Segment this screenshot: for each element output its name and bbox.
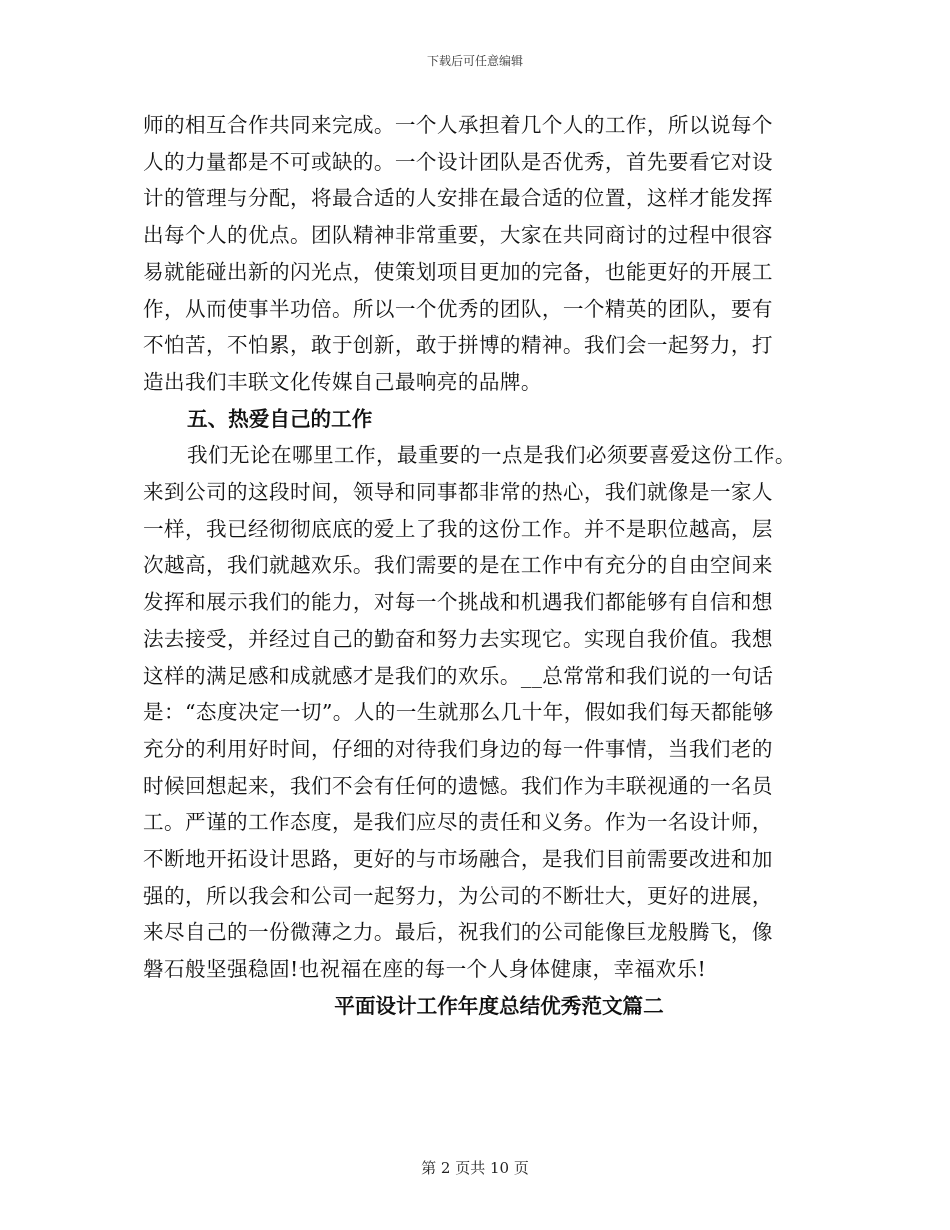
text-line: 不断地开拓设计思路，更好的与市场融合，是我们目前需要改进和加 [143, 847, 773, 872]
text-line: 出每个人的优点。团队精神非常重要，大家在共同商讨的过程中很容 [143, 223, 773, 248]
text-line: 人的力量都是不可或缺的。一个设计团队是否优秀，首先要看它对设 [143, 149, 773, 174]
text-line: 充分的利用好时间，仔细的对待我们身边的每一件事情，当我们老的 [143, 736, 773, 761]
text-line: 造出我们丰联文化传媒自己最响亮的品牌。 [143, 369, 542, 394]
heading-section-5: 五、热爱自己的工作 [187, 406, 373, 431]
text-line: 师的相互合作共同来完成。一个人承担着几个人的工作，所以说每个 [143, 113, 773, 137]
text-line: 来尽自己的一份微薄之力。最后，祝我们的公司能像巨龙般腾飞，像 [143, 920, 773, 945]
text-line: 易就能碰出新的闪光点，使策划项目更加的完备，也能更好的开展工 [143, 259, 773, 284]
paragraph-love-work [143, 437, 811, 988]
text-line: 法去接受，并经过自己的勤奋和努力去实现它。实现自我价值。我想 [143, 626, 773, 651]
text-line: 时候回想起来，我们不会有任何的遗憾。我们作为丰联视通的一名员 [143, 773, 773, 798]
page-footer: 第 2 页共 10 页 [421, 1159, 529, 1177]
text-line: 这样的满足感和成就感才是我们的欢乐。__总常常和我们说的一句话 [143, 663, 774, 688]
text-line: 一样，我已经彻彻底底的爱上了我的这份工作。并不是职位越高，层 [143, 516, 773, 541]
document-body [143, 107, 811, 1025]
text-line: 是：“态度决定一切”。人的一生就那么几十年，假如我们每天都能够 [143, 700, 774, 725]
text-line: 计的管理与分配，将最合适的人安排在最合适的位置，这样才能发挥 [143, 186, 773, 211]
text-line: 作，从而使事半功倍。所以一个优秀的团队，一个精英的团队，要有 [143, 296, 773, 321]
text-line: 磐石般坚强稳固!也祝福在座的每一个人身体健康，幸福欢乐! [143, 957, 707, 982]
header-note: 下载后可任意编辑 [426, 54, 523, 68]
text-line: 我们无论在哪里工作，最重要的一点是我们必须要喜爱这份工作。 [187, 443, 796, 468]
text-line: 强的，所以我会和公司一起努力，为公司的不断壮大，更好的进展， [143, 883, 773, 908]
text-line: 工。严谨的工作态度，是我们应尽的责任和义务。作为一名设计师， [143, 810, 773, 835]
text-line: 不怕苦，不怕累，敢于创新，敢于拼博的精神。我们会一起努力，打 [143, 333, 773, 358]
paragraph-team [143, 107, 811, 401]
text-line: 来到公司的这段时间，领导和同事都非常的热心，我们就像是一家人 [143, 480, 773, 505]
section-title: 平面设计工作年度总结优秀范文篇二 [334, 993, 664, 1018]
text-line: 发挥和展示我们的能力，对每一个挑战和机遇我们都能够有自信和想 [143, 590, 773, 615]
text-line: 次越高，我们就越欢乐。我们需要的是在工作中有充分的自由空间来 [143, 553, 773, 578]
